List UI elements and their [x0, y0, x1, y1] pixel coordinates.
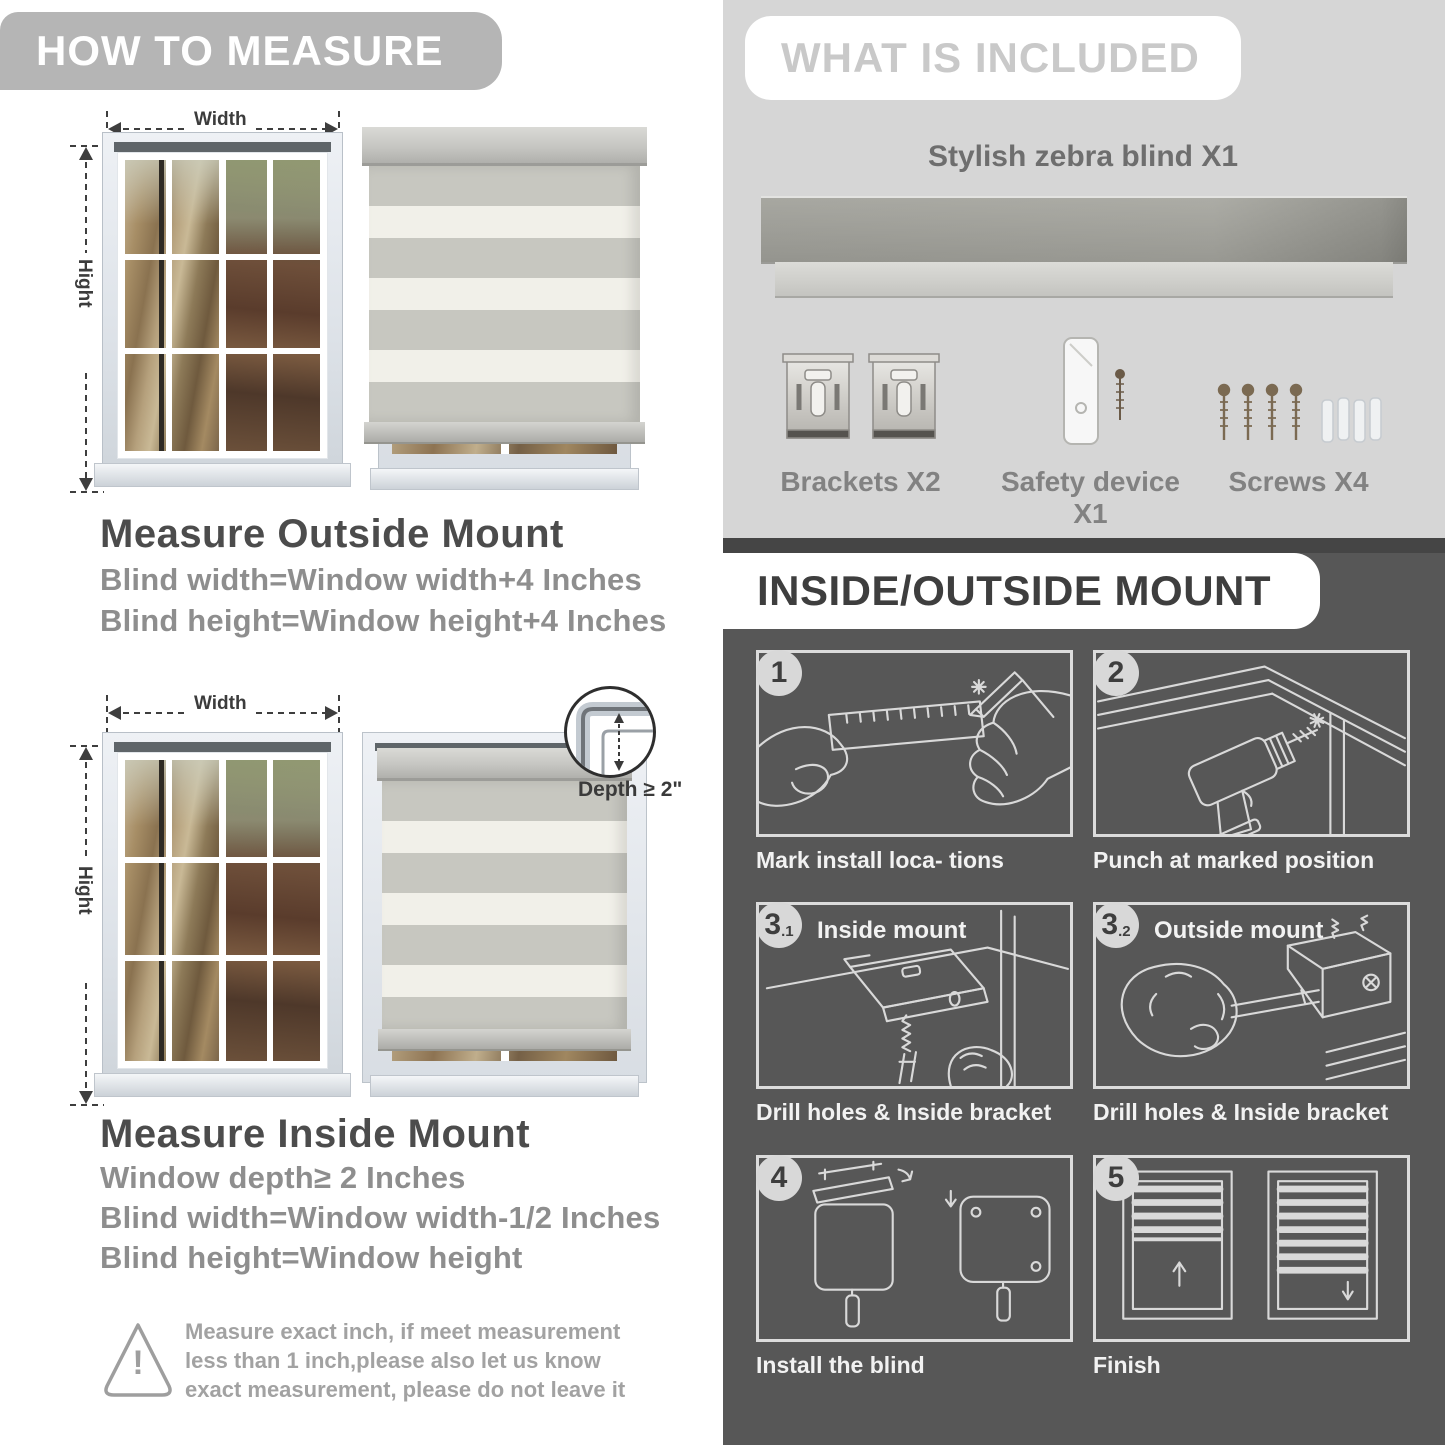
window-sill: [94, 1073, 351, 1097]
outside-mount-title: Measure Outside Mount: [100, 512, 564, 556]
safety-device-label: Safety device X1: [1001, 466, 1180, 529]
step-number: 3: [1101, 908, 1119, 941]
what-is-included-header: WHAT IS INCLUDED: [745, 16, 1241, 100]
warning-exclamation: !: [132, 1344, 144, 1382]
blind-window-sill: [370, 1075, 639, 1097]
outside-height-rule: Blind height=Window height+4 Inches: [100, 603, 667, 638]
window-sill: [94, 463, 351, 487]
step-number: 4: [770, 1161, 788, 1194]
window-top-reveal: [114, 142, 331, 152]
step-panel-1: [756, 650, 1073, 837]
height-arrow: [70, 743, 104, 1108]
window-casement-left: [125, 160, 219, 451]
drill-position-illustration: [1096, 653, 1407, 834]
step-caption-4: Install the blind: [756, 1352, 925, 1378]
inside-depth-rule: Window depth≥ 2 Inches: [100, 1160, 466, 1195]
window-sashes: [117, 752, 328, 1069]
install-blind-illustration: [759, 1158, 1070, 1339]
step-sub-number: .2: [1118, 922, 1131, 940]
blind-product-label: Stylish zebra blind X1: [927, 140, 1239, 173]
blind-window-sill: [370, 468, 639, 490]
step-caption-5: Finish: [1093, 1352, 1161, 1378]
section-divider: [723, 538, 1445, 553]
depth-magnifier: [564, 686, 656, 778]
step-sub-number: .1: [781, 922, 794, 940]
inside-outside-mount-header: INSIDE/OUTSIDE MOUNT: [723, 553, 1320, 629]
step-panel-4: [756, 1155, 1073, 1342]
step-caption-3-1: Drill holes & Inside bracket: [756, 1099, 1052, 1125]
width-label: Width: [188, 109, 253, 131]
step-number-badge: [756, 650, 802, 696]
outside-mount-figure: [70, 103, 660, 503]
window-casement-left: [125, 760, 219, 1061]
mount-steps-section: [723, 553, 1445, 1445]
depth-label: Depth ≥ 2": [578, 778, 683, 801]
window-top-reveal: [114, 742, 331, 752]
step-caption-2: Punch at marked position: [1093, 847, 1375, 873]
warning-text: Measure exact inch, if meet measurement less than 1 inch,please also let us know exact measurement, please do not leave it: [185, 1319, 626, 1402]
step-number-badge: [1093, 650, 1139, 696]
step-number-badge: [756, 1155, 802, 1201]
zebra-blind-outside: [362, 127, 647, 490]
how-to-measure-header: HOW TO MEASURE: [0, 12, 502, 90]
window-photo: [102, 732, 343, 1097]
step-number-badge: [1093, 902, 1139, 948]
blind-fabric-stripes: [382, 781, 627, 1029]
step-number-badge: [756, 902, 802, 948]
blind-bottom-rail: [364, 422, 645, 444]
blind-cassette-lower: [775, 262, 1393, 296]
included-section: [723, 0, 1445, 538]
height-label: Hight: [73, 860, 95, 921]
outside-width-rule: Blind width=Window width+4 Inches: [100, 562, 642, 597]
step-number: 5: [1107, 1161, 1125, 1194]
blind-fabric-stripes: [369, 166, 640, 422]
step-title: Inside mount: [817, 917, 967, 944]
brackets-icon: [753, 336, 968, 448]
included-item-screws: [1191, 336, 1406, 498]
warning-triangle-icon: [100, 1318, 176, 1400]
step-panel-2: [1093, 650, 1410, 837]
blind-cassette: [362, 127, 647, 166]
step-caption-3-2: Drill holes & Inside bracket: [1093, 1099, 1389, 1125]
window-casement-right: [226, 760, 320, 1061]
blind-cassette-image: [761, 196, 1407, 262]
blind-bottom-rail: [378, 1029, 631, 1051]
inside-height-rule: Blind height=Window height: [100, 1240, 523, 1275]
inside-mount-title: Measure Inside Mount: [100, 1112, 531, 1156]
screws-icon: [1191, 336, 1406, 448]
step-panel-3-1: [756, 902, 1073, 1089]
window-sashes: [117, 152, 328, 459]
inside-width-rule: Blind width=Window width-1/2 Inches: [100, 1200, 661, 1235]
step-title: Outside mount: [1154, 917, 1324, 944]
step-number: 3: [764, 908, 782, 941]
safety-device-icon: [983, 336, 1198, 448]
step-number: 2: [1107, 656, 1125, 689]
step-panel-5: [1093, 1155, 1410, 1342]
included-item-brackets: [753, 336, 968, 498]
inside-mount-figure: [70, 690, 710, 1110]
included-item-safety: [983, 336, 1198, 530]
height-arrow: [70, 143, 104, 495]
finish-illustration: [1096, 1158, 1407, 1339]
brackets-label: Brackets X2: [780, 466, 941, 497]
width-label: Width: [188, 693, 253, 715]
window-photo: [102, 132, 343, 487]
step-number: 1: [770, 656, 788, 689]
mark-locations-illustration: [759, 653, 1070, 834]
screws-label: Screws X4: [1228, 466, 1369, 497]
step-caption-1: Mark install loca- tions: [756, 847, 1004, 873]
right-column: [723, 0, 1445, 1445]
window-casement-right: [226, 160, 320, 451]
step-number-badge: [1093, 1155, 1139, 1201]
height-label: Hight: [73, 253, 95, 314]
step-panel-3-2: [1093, 902, 1410, 1089]
